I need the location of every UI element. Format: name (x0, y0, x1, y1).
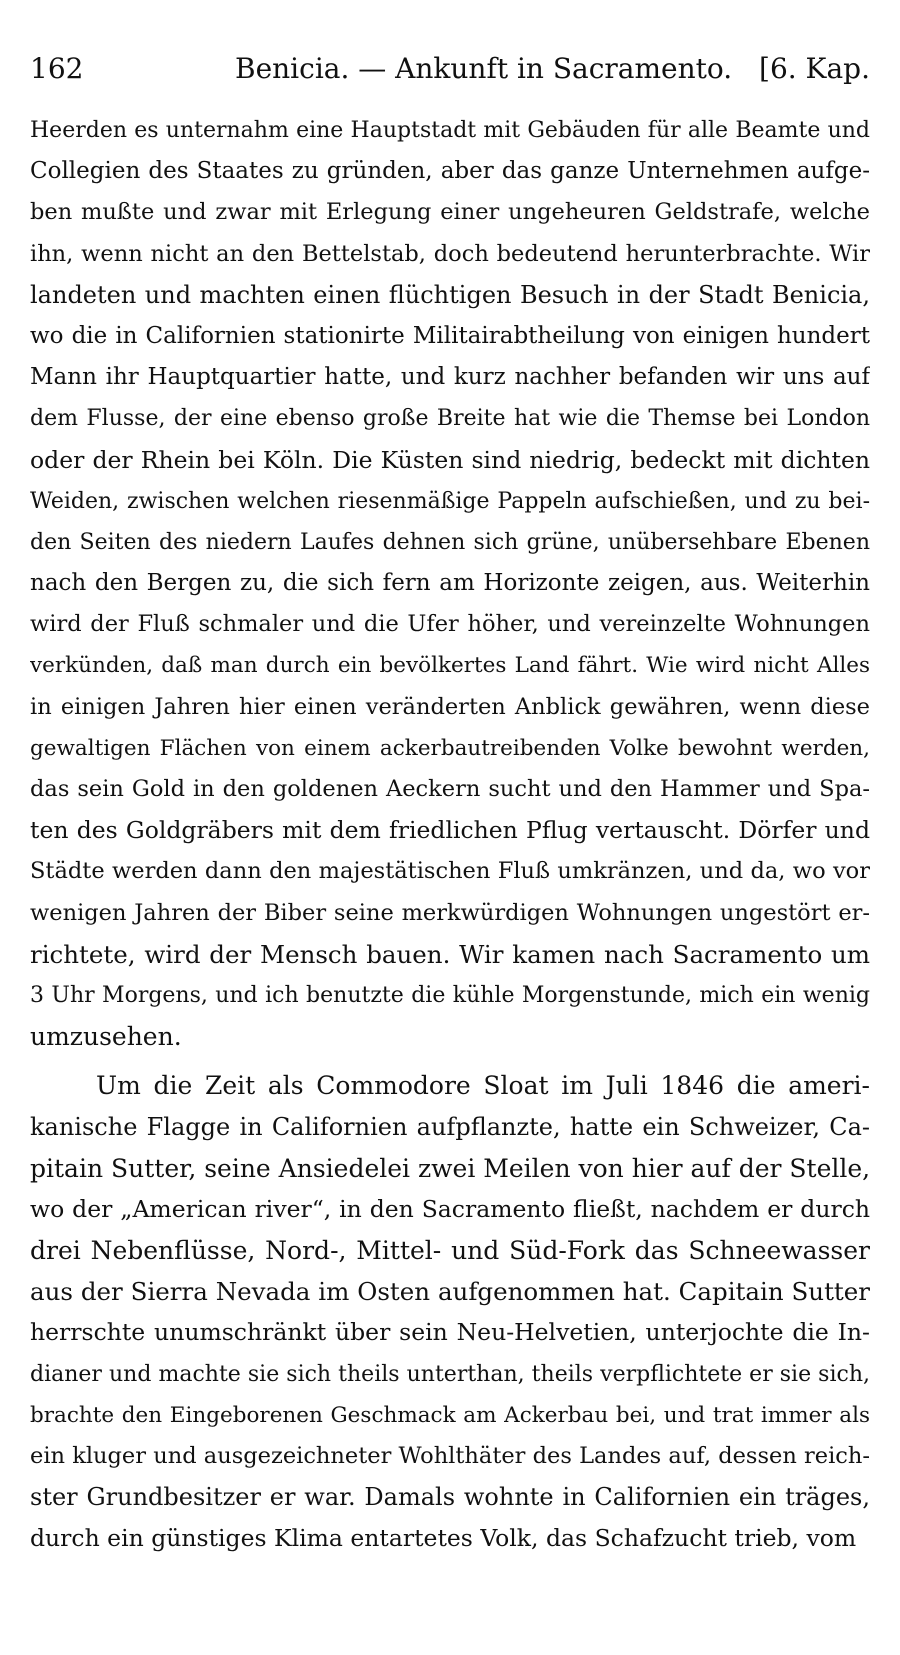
text-line: aus der Sierra Nevada im Osten aufgenommen hat. Capitain Sutter (30, 1277, 870, 1307)
text-line: ster Grundbesitzer er war. Damals wohnte in Californien ein träges, (30, 1483, 870, 1512)
text-line: pitain Sutter, seine Ansiedelei zwei Meilen von hier auf der Stelle, (30, 1153, 870, 1183)
paragraph-gap (30, 1057, 870, 1065)
body-text (30, 110, 870, 1560)
text-line: wo die in Californien stationirte Militairabtheilung von einigen hundert (30, 322, 870, 349)
running-title: Benicia. — Ankunft in Sacramento. (235, 52, 733, 85)
text-line: das sein Gold in den goldenen Aeckern sucht und den Hammer und Spa- (30, 776, 870, 802)
text-line: verkünden, daß man durch ein bevölkertes Land fährt. Wie wird nicht Alles (30, 653, 870, 679)
text-line: wo der „American river“, in den Sacramento fließt, nachdem er durch (30, 1194, 870, 1223)
text-line: brachte den Eingeborenen Geschmack am Ackerbau bei, und trat immer als (30, 1402, 870, 1428)
text-line: dem Flusse, der eine ebenso große Breite hat wie die Themse bei London (30, 406, 870, 432)
text-line: durch ein günstiges Klima entartetes Volk, das Schafzucht trieb, vom (30, 1524, 857, 1553)
text-line: Mann ihr Hauptquartier hatte, und kurz nachher befanden wir uns auf (30, 364, 870, 391)
text-line: den Seiten des niedern Laufes dehnen sich grüne, unübersehbare Ebenen (30, 529, 870, 555)
text-line: ben mußte und zwar mit Erlegung einer ungeheuren Geldstrafe, welche (30, 199, 870, 226)
paragraph (30, 1065, 870, 1559)
text-line: landeten und machten einen flüchtigen Besuch in der Stadt Benicia, (30, 280, 870, 309)
text-line: umzusehen. (30, 1022, 182, 1052)
text-line: Heerden es unternahm eine Hauptstadt mit Gebäuden für alle Beamte und (30, 118, 870, 143)
page-header (30, 52, 870, 92)
paragraph (30, 110, 870, 1057)
text-line: in einigen Jahren hier einen veränderten Anblick gewähren, wenn diese (30, 693, 870, 720)
text-line: oder der Rhein bei Köln. Die Küsten sind niedrig, bedeckt mit dichten (30, 445, 870, 474)
text-line: ten des Goldgräbers mit dem friedlichen Pflug vertauscht. Dörfer und (30, 816, 870, 845)
text-line: ein kluger und ausgezeichneter Wohlthäter des Landes auf, dessen reich- (30, 1443, 870, 1469)
text-line: 3 Uhr Morgens, und ich benutzte die kühle Morgenstunde, mich ein wenig (30, 982, 870, 1008)
text-line: ihn, wenn nicht an den Bettelstab, doch bedeutend herunterbrachte. Wir (30, 240, 870, 267)
chapter-reference: [6. Kap. (759, 52, 870, 85)
text-line: gewaltigen Flächen von einem ackerbautreibenden Volke bewohnt werden, (30, 735, 870, 761)
text-line: herrschte unumschränkt über sein Neu-Helvetien, unterjochte die In- (30, 1318, 870, 1347)
text-line: richtete, wird der Mensch bauen. Wir kamen nach Sacramento um (30, 939, 870, 969)
text-line: Städte werden dann den majestätischen Fluß umkränzen, und da, wo vor (30, 858, 870, 885)
text-line: Weiden, zwischen welchen riesenmäßige Pappeln aufschießen, und zu bei- (30, 488, 870, 514)
text-line: Um die Zeit als Commodore Sloat im Juli 1846 die ameri- (96, 1071, 870, 1101)
text-line: dianer und machte sie sich theils unterthan, theils verpflichtete er sie sich, (30, 1361, 870, 1387)
text-line: wenigen Jahren der Biber seine merkwürdigen Wohnungen ungestört er- (30, 899, 870, 926)
text-line: drei Nebenflüsse, Nord-, Mittel- und Süd-Fork das Schneewasser (30, 1236, 870, 1266)
text-line: wird der Fluß schmaler und die Ufer höher, und vereinzelte Wohnungen (30, 611, 870, 638)
text-line: kanische Flagge in Californien aufpflanzte, hatte ein Schweizer, Ca- (30, 1112, 870, 1141)
page-number: 162 (30, 52, 84, 85)
text-line: nach den Bergen zu, die sich fern am Horizonte zeigen, aus. Weiterhin (30, 570, 870, 597)
text-line: Collegien des Staates zu gründen, aber das ganze Unternehmen aufge- (30, 158, 870, 185)
